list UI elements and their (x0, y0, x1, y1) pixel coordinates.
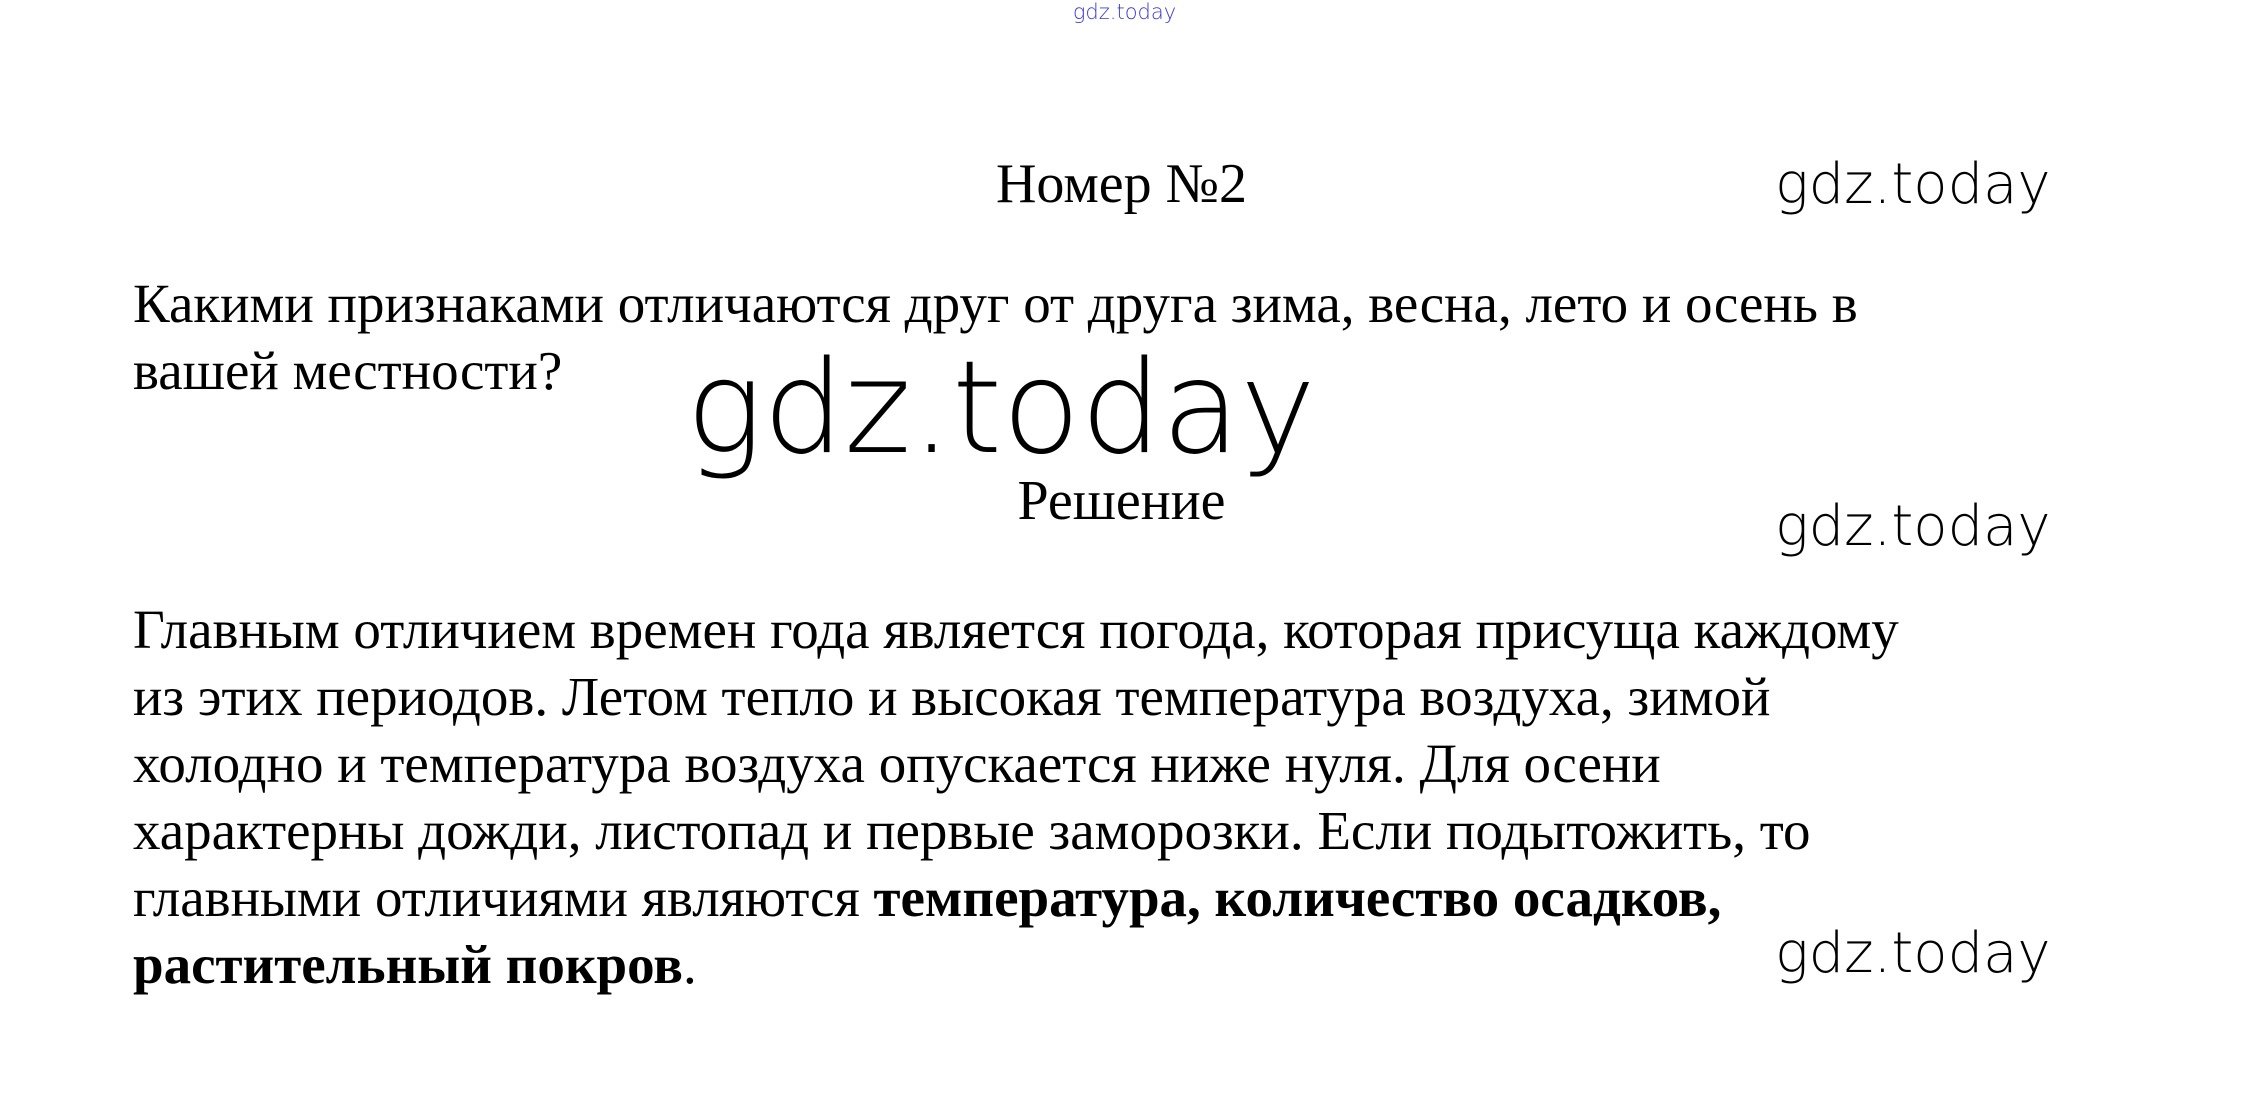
answer-line-1: Главным отличием времен года является погода, которая присуща каждому (133, 599, 1899, 660)
answer-end: . (682, 934, 697, 995)
question-line-2: вашей местности? (133, 340, 563, 401)
answer-bold-2: растительный покров (133, 934, 683, 995)
watermark-top: gdz.today (1072, 0, 1177, 24)
answer-line-5: главными отличиями являются (133, 867, 874, 928)
watermark-right-3: gdz.today (1775, 921, 2051, 986)
question-line-1: Какими признаками отличаются друг от друга зима, весна, лето и осень в (133, 273, 1858, 334)
watermark-right-2: gdz.today (1775, 494, 2051, 559)
answer-line-4: характерны дожди, листопад и первые заморозки. Если подытожить, то (133, 800, 1811, 861)
watermark-center: gdz.today (686, 334, 1316, 483)
answer-line-3: холодно и температура воздуха опускается ниже нуля. Для осени (133, 733, 1661, 794)
solution-title: Решение (1017, 470, 1226, 532)
answer-bold-1: температура, количество осадков, (873, 867, 1722, 928)
answer-line-2: из этих периодов. Летом тепло и высокая температура воздуха, зимой (133, 666, 1771, 727)
watermark-right-1: gdz.today (1775, 152, 2051, 217)
page-title: Номер №2 (995, 153, 1248, 215)
